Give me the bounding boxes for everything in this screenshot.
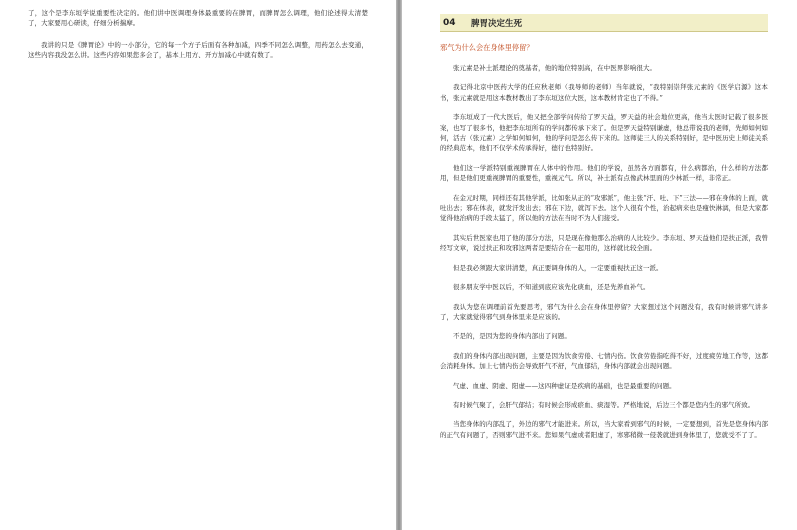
right-paragraph-7: 但是我必须跟大家讲清楚，真正要调身体的人，一定要重视扶正这一派。 xyxy=(453,263,663,272)
left-paragraph-1: 了，这个是李东垣学说重要性决定的。他们讲中医调理身体最重要的在脾胃，而脾胃怎么调理，他们论述得太清楚了，大家要用心研读，仔细分析揣摩。 xyxy=(28,9,368,28)
section-heading: 邪气为什么会在身体里停留？ xyxy=(440,43,534,52)
left-page-body xyxy=(28,8,368,61)
right-paragraph-11: 我们的身体内部出现问题，主要是因为饮食劳倦、七情内伤。饮食劳倦指吃得不好，过度疲劳地工作等，这都会消耗身体。加上七情内伤会导致肝气不舒，气血郁结，身体内部就会出现问题。 xyxy=(440,351,768,371)
left-paragraph-2: 我讲的只是《脾胃论》中的一小部分，它的每一个方子后面有各种加减，四季不同怎么调整，用药怎么去变通，这些内容我没怎么讲。这些内容如果您多会了，基本上用方、开方加减心中就有数了。 xyxy=(28,40,368,60)
chapter-header xyxy=(440,14,768,32)
left-page xyxy=(0,0,396,530)
right-paragraph-1: 张元素是补土派理论的奠基者，他的地位特别高，在中医界影响很大。 xyxy=(453,64,657,72)
right-paragraph-13: 有时候气聚了，会肝气郁结；有时候会形成瘀血、痰湿等。严格地说，后边三个都是您内生的邪气所致。 xyxy=(453,400,755,409)
chapter-number: 04 xyxy=(443,17,456,28)
right-paragraph-2: 我记得北京中医药大学的任应秋老师（我导师的老师）当年就说，“我特别崇拜张元素的《医学启源》这本书，张元素就是用这本教材教出了李东垣这位大医，这本教材肯定也了不得。” xyxy=(440,83,768,102)
right-paragraph-10: 不是的，是因为您的身体内部出了问题。 xyxy=(453,332,571,341)
right-paragraph-12: 气虚、血虚、阴虚、阳虚——这四种虚证是疾病的基础，也是最重要的问题。 xyxy=(453,381,676,390)
chapter-title: 脾胃决定生死 xyxy=(471,18,523,29)
right-paragraph-14: 当您身体的内部乱了，外边的邪气才能进来。所以，当大家看到邪气的时候，一定要想到，首先是您身体内部的正气有问题了，否则邪气进不来。您如果气虚或者阳虚了，寒邪稍微一侵袭就进到身体里了，您就受不了了。 xyxy=(440,420,768,439)
right-paragraph-5: 在金元时期，同样还有其他学派，比如张从正的“攻邪派”，他主张“汗、吐、下”三法——邪在身体的上面，就吐出去；邪在体表，就发汗发出去；邪在下边，就泻下去。这个人很有个性，治起病来也是瘦快淋漓，但是大家都觉得他治病的手段太猛了，所以他的方法在当时不为人们接受。 xyxy=(440,193,768,223)
right-page xyxy=(402,0,797,530)
right-paragraph-8: 很多朋友学中医以后，不知道到底应该先化痰血，还是先养血补气。 xyxy=(453,283,650,292)
right-paragraph-9: 我认为您在调理前首先要思考，邪气为什么会在身体里停留？大家想过这个问题没有，我有时候讲邪气讲多了，大家就觉得邪气到身体里来是应该的。 xyxy=(440,302,768,321)
right-paragraph-3: 李东垣成了一代大医后，他又把全部学问传给了罗天益，罗天益的社会地位更高，他当太医时记载了很多医案，也写了很多书，他把李东垣所有的学问都传承下来了。但是罗天益特别谦虚，他总带说我的老师，先师如何如何，活古（张元素）之学如何如何，他的学问是怎么传下来的。这师徒三人的关系特别好，是中医历史上师徒关系的经典范本，他们不仅学术传承得好，德行也特别好。 xyxy=(440,113,768,153)
right-page-body xyxy=(440,14,768,440)
right-paragraph-4: 他们这一学派特别重视脾胃在人体中的作用。他们的学说，虽然各方面都有，什么病都治，什么样的方法都用，但是他们更重视脾胃的重要性，重视元气。所以，补土派有点像武林里面的少林派一样，非常正。 xyxy=(440,163,768,183)
right-paragraph-6: 其实后世医家也用了他的部分方法，只是现在像他那么治病的人比较少。李东垣、罗天益他们是扶正派，我曾经写文章，说过扶正和攻邪这两者是要结合在一起用的，这样就比较全面。 xyxy=(440,233,768,253)
